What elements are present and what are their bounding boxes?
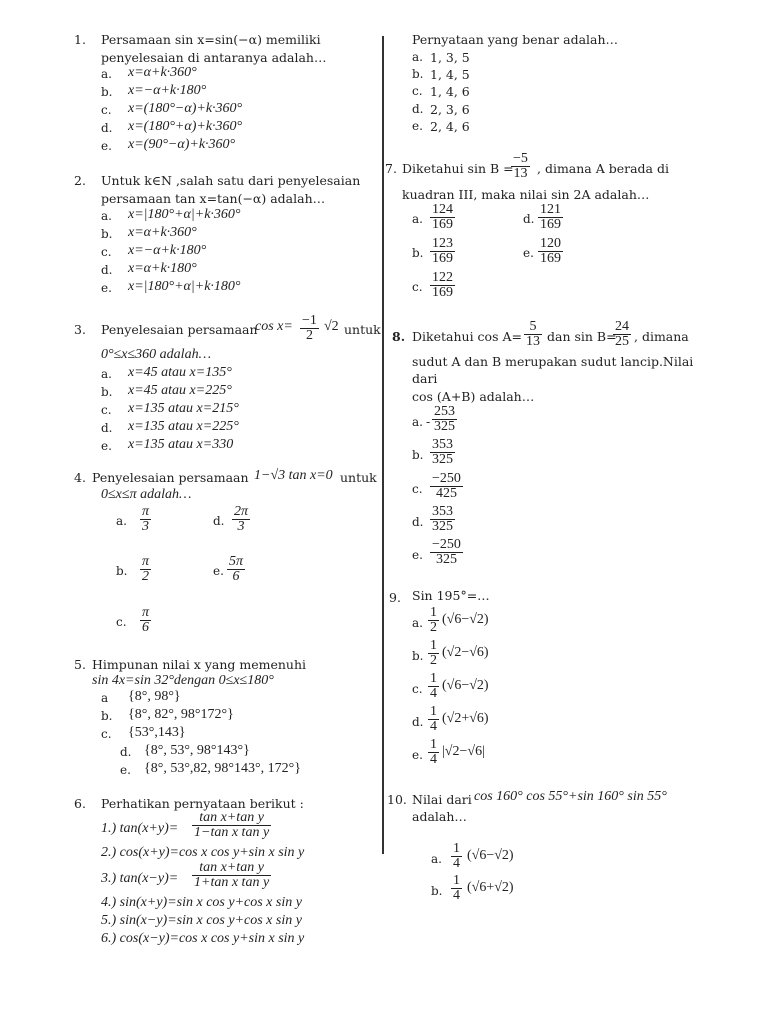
fraction-numerator: −5 — [513, 151, 528, 166]
option-text: (√6+√2) — [467, 880, 514, 895]
fraction — [428, 672, 439, 701]
fraction — [430, 505, 455, 534]
option-text: {8°, 98°} — [128, 689, 181, 704]
option-text: 1, 3, 5 — [430, 50, 470, 65]
option-text: x=135 atau x=215° — [128, 401, 239, 416]
question-text: dari — [412, 371, 438, 386]
option-key: c. — [101, 727, 112, 741]
question-text: Persamaan sin x=sin(−α) memiliki — [101, 32, 321, 47]
fraction-denominator: 2 — [305, 328, 313, 343]
question-text: Diketahui sin B = — [402, 161, 514, 176]
question-number: 9. — [389, 590, 401, 605]
fraction-denominator: 1−tan x tan y — [194, 825, 270, 840]
question-text: untuk — [340, 470, 377, 485]
fraction-numerator: 1 — [430, 671, 437, 686]
question-text: 0°≤x≤360 adalah… — [101, 347, 212, 362]
option-key: a. — [412, 50, 423, 64]
option-key: b. — [431, 884, 443, 898]
option-key: b. — [101, 709, 113, 723]
statement-4: 4.) sin(x+y)=sin x cos y+cos x sin y — [101, 895, 302, 910]
fraction-denominator: 1+tan x tan y — [194, 875, 270, 890]
option-text: x=45 atau x=225° — [128, 383, 232, 398]
option-text: x=(90°−α)+k·360° — [128, 137, 236, 152]
option-key: d. — [101, 263, 113, 277]
option-text: x=−α+k·180° — [128, 83, 207, 98]
option-key: a. — [412, 415, 423, 429]
option-key: e. — [101, 439, 112, 453]
option-text: (√6−√2) — [442, 678, 489, 693]
option-text: x=α+k·180° — [128, 261, 197, 276]
question-text: sudut A dan B merupakan sudut lancip.Nilai — [412, 354, 694, 369]
fraction — [140, 555, 151, 584]
option-text: x=45 atau x=135° — [128, 365, 232, 380]
statement-6: 6.) cos(x−y)=cos x cos y+sin x sin y — [101, 931, 305, 946]
fraction-numerator: 1 — [430, 737, 437, 752]
question-number: 2. — [74, 173, 86, 188]
fraction-numerator: 353 — [432, 437, 453, 452]
fraction — [524, 320, 542, 349]
question-text: 0≤x≤π adalah… — [101, 487, 192, 502]
question-number: 3. — [74, 322, 86, 337]
fraction-denominator: 169 — [540, 251, 561, 266]
option-text: x=135 atau x=225° — [128, 419, 239, 434]
fraction-numerator: 122 — [432, 270, 453, 285]
fraction-numerator: 2π — [234, 504, 249, 519]
option-key: e. — [213, 564, 224, 578]
option-key: d. — [120, 745, 132, 759]
fraction-denominator: 169 — [432, 285, 453, 300]
question-text: Penyelesaian persamaan — [101, 322, 258, 337]
fraction-numerator: 123 — [432, 236, 453, 251]
statement-1: 1.) tan(x+y)= — [101, 821, 179, 836]
fraction-numerator: 353 — [432, 504, 453, 519]
statement-3: 3.) tan(x−y)= — [101, 871, 179, 886]
fraction-denominator: 169 — [432, 217, 453, 232]
option-key: a. — [116, 514, 127, 528]
fraction-denominator: 6 — [232, 569, 240, 584]
option-text: x=(180°−α)+k·360° — [128, 101, 243, 116]
question-text: untuk — [344, 322, 381, 337]
option-key: a. — [101, 367, 112, 381]
fraction — [430, 271, 455, 300]
fraction-denominator: 4 — [430, 686, 437, 701]
fraction — [430, 438, 455, 467]
fraction-numerator: π — [142, 554, 150, 569]
option-text: 2, 3, 6 — [430, 102, 470, 117]
option-key: b. — [101, 385, 113, 399]
fraction-denominator: 2 — [142, 569, 149, 584]
fraction — [430, 538, 463, 567]
option-key: d. — [523, 212, 535, 226]
fraction-numerator: π — [142, 605, 150, 620]
option-key: e. — [412, 548, 423, 562]
question-text: Perhatikan pernyataan berikut : — [101, 796, 304, 811]
option-text: x=135 atau x=330 — [128, 437, 234, 452]
fraction-denominator: 2 — [430, 620, 437, 635]
question-text: cos (A+B) adalah… — [412, 389, 535, 404]
option-key: c. — [101, 245, 112, 259]
fraction-denominator: 3 — [142, 519, 149, 534]
question-number: 5. — [74, 657, 86, 672]
fraction-numerator: −250 — [432, 471, 461, 486]
option-key: c. — [101, 403, 112, 417]
question-number: 7. — [385, 161, 397, 176]
option-sign: - — [426, 414, 431, 429]
option-key: b. — [101, 227, 113, 241]
question-text: , dimana — [634, 329, 689, 344]
option-text: x=|180°+α|+k·180° — [128, 279, 241, 294]
fraction — [432, 405, 457, 434]
option-key: e. — [120, 763, 131, 777]
option-key: d. — [412, 102, 424, 116]
fraction-denominator: 169 — [432, 251, 453, 266]
question-text: Untuk k∈N ,salah satu dari penyelesaian — [101, 173, 361, 188]
question-number: 6. — [74, 796, 86, 811]
fraction-numerator: 5π — [229, 554, 244, 569]
option-text: 1, 4, 5 — [430, 67, 470, 82]
option-text: x=|180°+α|+k·360° — [128, 207, 241, 222]
fraction — [451, 874, 462, 903]
option-key: a. — [412, 212, 423, 226]
sqrt-term: √2 — [324, 319, 339, 334]
statement-2: 2.) cos(x+y)=cos x cos y+sin x sin y — [101, 845, 305, 860]
option-key: a. — [101, 67, 112, 81]
fraction — [613, 320, 631, 349]
fraction-numerator: 1 — [453, 841, 460, 856]
fraction — [192, 811, 271, 840]
question-text: Pernyataan yang benar adalah… — [412, 32, 619, 47]
option-key: c. — [101, 103, 112, 117]
option-text: 1, 4, 6 — [430, 84, 470, 99]
fraction-numerator: 1 — [430, 704, 437, 719]
fraction-numerator: tan x+tan y — [192, 861, 271, 876]
fraction-denominator: 325 — [432, 452, 453, 467]
equation: cos 160° cos 55°+sin 160° sin 55° — [474, 789, 667, 804]
fraction-numerator: 1 — [430, 638, 437, 653]
fraction — [140, 505, 151, 534]
question-number: 8. — [392, 329, 406, 344]
option-key: e. — [101, 139, 112, 153]
fraction-numerator: 1 — [430, 605, 437, 620]
question-text: persamaan tan x=tan(−α) adalah… — [101, 191, 326, 206]
fraction — [428, 705, 439, 734]
option-key: d. — [101, 121, 113, 135]
fraction-denominator: 3 — [237, 519, 245, 534]
option-text: x=(180°+α)+k·360° — [128, 119, 243, 134]
fraction-denominator: 13 — [513, 166, 528, 181]
question-number: 4. — [74, 470, 86, 485]
question-number: 1. — [74, 32, 86, 47]
fraction-numerator: 1 — [453, 873, 460, 888]
fraction-numerator: 5 — [524, 320, 542, 335]
fraction-denominator: 169 — [540, 217, 561, 232]
fraction — [428, 738, 439, 767]
fraction — [451, 842, 462, 871]
option-key: e. — [523, 246, 534, 260]
fraction-denominator: 2 — [430, 653, 437, 668]
option-key: e. — [412, 119, 423, 133]
option-key: a — [101, 691, 109, 705]
question-text: penyelesaian di antaranya adalah… — [101, 50, 327, 65]
option-text: {8°, 53°,82, 98°143°, 172°} — [144, 761, 301, 776]
question-text: kuadran III, maka nilai sin 2A adalah… — [402, 187, 650, 202]
fraction-numerator: tan x+tan y — [192, 811, 271, 826]
question-number: 10. — [387, 792, 407, 807]
fraction-denominator: 6 — [142, 620, 149, 635]
fraction — [140, 606, 151, 635]
fraction-numerator: 121 — [540, 202, 561, 217]
option-text: {8°, 82°, 98°172°} — [128, 707, 234, 722]
option-key: d. — [412, 515, 424, 529]
fraction — [511, 152, 530, 181]
option-key: e. — [101, 281, 112, 295]
question-text: dan sin B= — [547, 329, 617, 344]
question-text: sin 4x=sin 32°dengan 0≤x≤180° — [92, 673, 274, 688]
option-key: b. — [412, 67, 424, 81]
fraction-numerator: 24 — [615, 319, 629, 334]
option-text: {8°, 53°, 98°143°} — [144, 743, 250, 758]
fraction-denominator: 4 — [453, 888, 460, 903]
fraction — [428, 606, 439, 635]
option-text: {53°,143} — [128, 725, 186, 740]
question-text: adalah… — [412, 809, 467, 824]
fraction — [300, 314, 319, 343]
fraction — [430, 472, 463, 501]
fraction — [192, 861, 271, 890]
option-text: (√2−√6) — [442, 645, 489, 660]
option-key: c. — [116, 615, 127, 629]
fraction-denominator: 4 — [430, 752, 437, 767]
option-text: x=−α+k·180° — [128, 243, 207, 258]
fraction — [428, 639, 439, 668]
option-key: d. — [412, 715, 424, 729]
option-text: (√6−√2) — [467, 848, 514, 863]
column-divider — [382, 36, 384, 854]
option-key: c. — [412, 482, 423, 496]
option-text: (√6−√2) — [442, 612, 489, 627]
fraction-denominator: 425 — [435, 486, 457, 501]
option-key: b. — [412, 246, 424, 260]
option-key: b. — [116, 564, 128, 578]
fraction — [227, 555, 245, 584]
question-text: Himpunan nilai x yang memenuhi — [92, 657, 307, 672]
option-text: (√2+√6) — [442, 711, 489, 726]
fraction-numerator: −1 — [302, 313, 317, 328]
option-key: a. — [412, 616, 423, 630]
question-text: , dimana A berada di — [537, 161, 669, 176]
option-key: d. — [101, 421, 113, 435]
option-text: 2, 4, 6 — [430, 119, 470, 134]
fraction-denominator: 4 — [430, 719, 437, 734]
fraction-denominator: 13 — [526, 334, 540, 349]
option-key: c. — [412, 84, 423, 98]
option-key: e. — [412, 748, 423, 762]
question-text: Nilai dari — [412, 792, 472, 807]
fraction-denominator: 4 — [453, 856, 460, 871]
fraction-numerator: 120 — [540, 236, 561, 251]
equation-lhs: cos x= — [255, 319, 293, 334]
option-key: a. — [431, 852, 442, 866]
option-key: b. — [101, 85, 113, 99]
fraction-denominator: 325 — [432, 519, 453, 534]
statement-5: 5.) sin(x−y)=sin x cos y+cos x sin y — [101, 913, 302, 928]
fraction — [430, 203, 455, 232]
fraction-denominator: 25 — [615, 334, 629, 349]
option-text: x=α+k·360° — [128, 65, 197, 80]
fraction — [538, 203, 563, 232]
fraction — [538, 237, 563, 266]
fraction-numerator: −250 — [432, 537, 461, 552]
fraction — [232, 505, 250, 534]
question-text: Sin 195°=… — [412, 588, 490, 603]
fraction-numerator: 124 — [432, 202, 453, 217]
fraction-denominator: 325 — [434, 419, 455, 434]
option-key: b. — [412, 448, 424, 462]
option-text: x=α+k·360° — [128, 225, 197, 240]
equation: 1−√3 tan x=0 — [254, 468, 333, 483]
fraction-denominator: 325 — [435, 552, 457, 567]
option-text: |√2−√6| — [442, 744, 485, 759]
option-key: b. — [412, 649, 424, 663]
option-key: c. — [412, 280, 423, 294]
option-key: a. — [101, 209, 112, 223]
fraction-numerator: 253 — [434, 404, 455, 419]
fraction-numerator: π — [142, 504, 150, 519]
option-key: c. — [412, 682, 423, 696]
fraction — [430, 237, 455, 266]
question-text: Penyelesaian persamaan — [92, 470, 249, 485]
question-text: Diketahui cos A= — [412, 329, 522, 344]
option-key: d. — [213, 514, 225, 528]
